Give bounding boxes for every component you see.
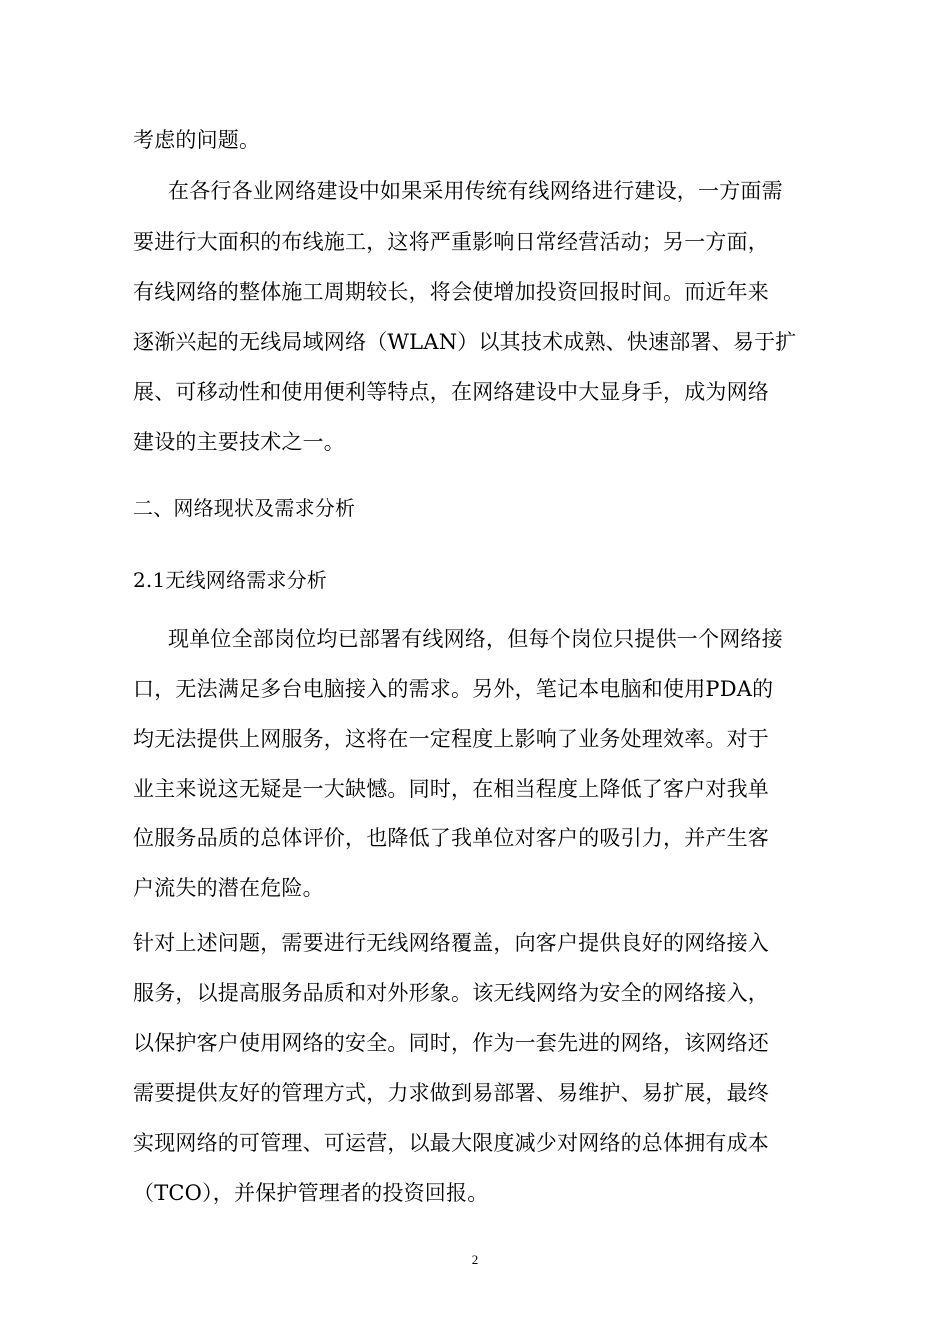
paragraph-line: 服务，以提高服务品质和对外形象。该无线网络为安全的网络接入，	[133, 981, 769, 1005]
paragraph-line: 户流失的潜在危险。	[133, 876, 324, 900]
paragraph-line: 位服务品质的总体评价，也降低了我单位对客户的吸引力，并产生客	[133, 826, 769, 850]
paragraph-line: 有线网络的整体施工周期较长，将会使增加投资回报时间。而近年来	[133, 280, 769, 304]
section-heading: 二、网络现状及需求分析	[133, 496, 356, 520]
paragraph-line: 业主来说这无疑是一大缺憾。同时，在相当程度上降低了客户对我单	[133, 777, 769, 801]
paragraph-line: 针对上述问题，需要进行无线网络覆盖，向客户提供良好的网络接入	[133, 931, 769, 955]
paragraph-line: 口，无法满足多台电脑接入的需求。另外，笔记本电脑和使用PDA的	[133, 677, 774, 701]
paragraph-line: 以保护客户使用网络的安全。同时，作为一套先进的网络，该网络还	[133, 1031, 769, 1055]
paragraph-line: 均无法提供上网服务，这将在一定程度上影响了业务处理效率。对于	[133, 727, 769, 751]
page-number: 2	[471, 1252, 479, 1267]
paragraph-line: 要进行大面积的布线施工，这将严重影响日常经营活动；另一方面，	[133, 230, 769, 254]
paragraph-line: 需要提供友好的管理方式，力求做到易部署、易维护、易扩展，最终	[133, 1081, 769, 1105]
paragraph-line: 考虑的问题。	[133, 128, 261, 152]
paragraph-line: 实现网络的可管理、可运营，以最大限度减少对网络的总体拥有成本	[133, 1131, 769, 1155]
paragraph-line: （TCO），并保护管理者的投资回报。	[133, 1181, 489, 1205]
paragraph-line: 展、可移动性和使用便利等特点，在网络建设中大显身手，成为网络	[133, 380, 769, 404]
paragraph-line: 现单位全部岗位均已部署有线网络，但每个岗位只提供一个网络接	[168, 627, 783, 651]
paragraph-line: 逐渐兴起的无线局域网络（WLAN）以其技术成熟、快速部署、易于扩	[133, 330, 797, 354]
paragraph-line: 在各行各业网络建设中如果采用传统有线网络进行建设，一方面需	[168, 179, 783, 203]
paragraph-line: 建设的主要技术之一。	[133, 430, 345, 454]
subsection-heading: 2.1无线网络需求分析	[133, 568, 328, 592]
